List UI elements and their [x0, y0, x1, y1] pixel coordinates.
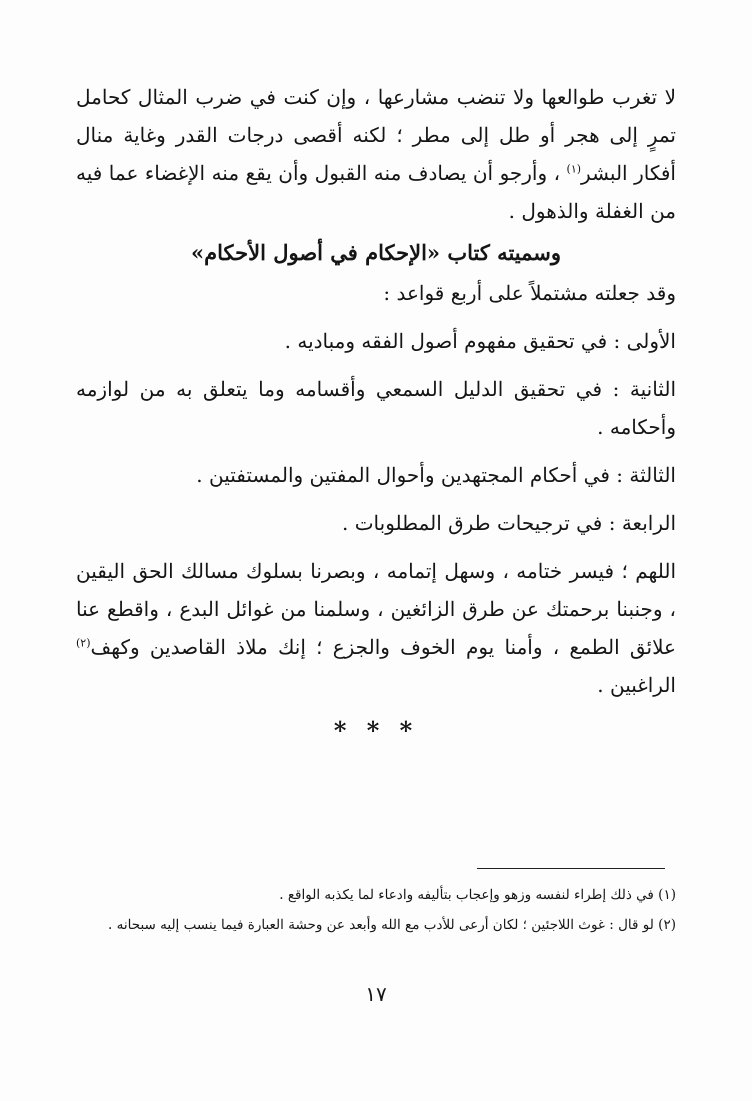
intro-text: لا تغرب طوالعها ولا تنضب مشارعها ، وإن كنت في ضرب المثال كحامل تمرٍ إلى هجر أو طل إلى مطر ؛ لكنه أقصى درجات القدر وغاية منال أفكار البشر	[76, 85, 676, 185]
rule-first: الأولى : في تحقيق مفهوم أصول الفقه ومباديه .	[284, 329, 676, 353]
intro-text-end: ، وأرجو أن يصادف منه القبول وأن يقع منه الإغضاء عما فيه من الغفلة والذهول .	[76, 161, 676, 223]
main-text	[76, 78, 676, 704]
footnote-text: في ذلك إطراء لنفسه وزهو وإعجاب بتأليفه وادعاء لما يكذبه الواقع .	[279, 887, 654, 903]
footnote-number: (٢)	[658, 917, 676, 933]
intro-paragraph	[76, 78, 676, 230]
prayer-text: اللهم ؛ فيسر ختامه ، وسهل إتمامه ، وبصرنا بسلوك مسالك الحق اليقين ، وجنبنا برحمتك عن طرق الزائغين ، وسلمنا من غوائل البدع ، واقطع عنا علائق الطمع ، وأمنا يوم الخوف والجزع ؛ إنك ملاذ القاصدين وكهف	[76, 559, 676, 659]
prayer-text-end: الراغبين .	[597, 673, 676, 697]
footnote-number: (١)	[658, 887, 676, 903]
structure-line: وقد جعلته مشتملاً على أربع قواعد :	[383, 281, 676, 305]
footnote-marker-1: (١)	[566, 162, 582, 176]
rule-fourth: الرابعة : في ترجيحات طرق المطلوبات .	[341, 511, 676, 535]
page-number: ١٧	[365, 982, 387, 1006]
footnote-2	[76, 910, 676, 940]
footnotes	[76, 880, 676, 940]
footnote-text: لو قال : غوث اللاجئين ؛ لكان أرعى للأدب مع الله وأبعد عن وحشة العبارة فيما ينسب إليه سبحانه .	[108, 917, 654, 933]
rule-third: الثالثة : في أحكام المجتهدين وأحوال المفتين والمستفتين .	[196, 463, 676, 487]
footnote-1	[76, 880, 676, 910]
book-title-line: وسميته كتاب «الإحكام في أصول الأحكام»	[190, 240, 561, 265]
footnote-divider	[477, 868, 665, 869]
footnote-marker-2: (٢)	[76, 636, 91, 650]
section-separator: * * *	[333, 716, 419, 745]
prayer-paragraph	[76, 552, 676, 704]
rule-second: الثانية : في تحقيق الدليل السمعي وأقسامه وما يتعلق به من لوازمه وأحكامه .	[76, 377, 676, 439]
